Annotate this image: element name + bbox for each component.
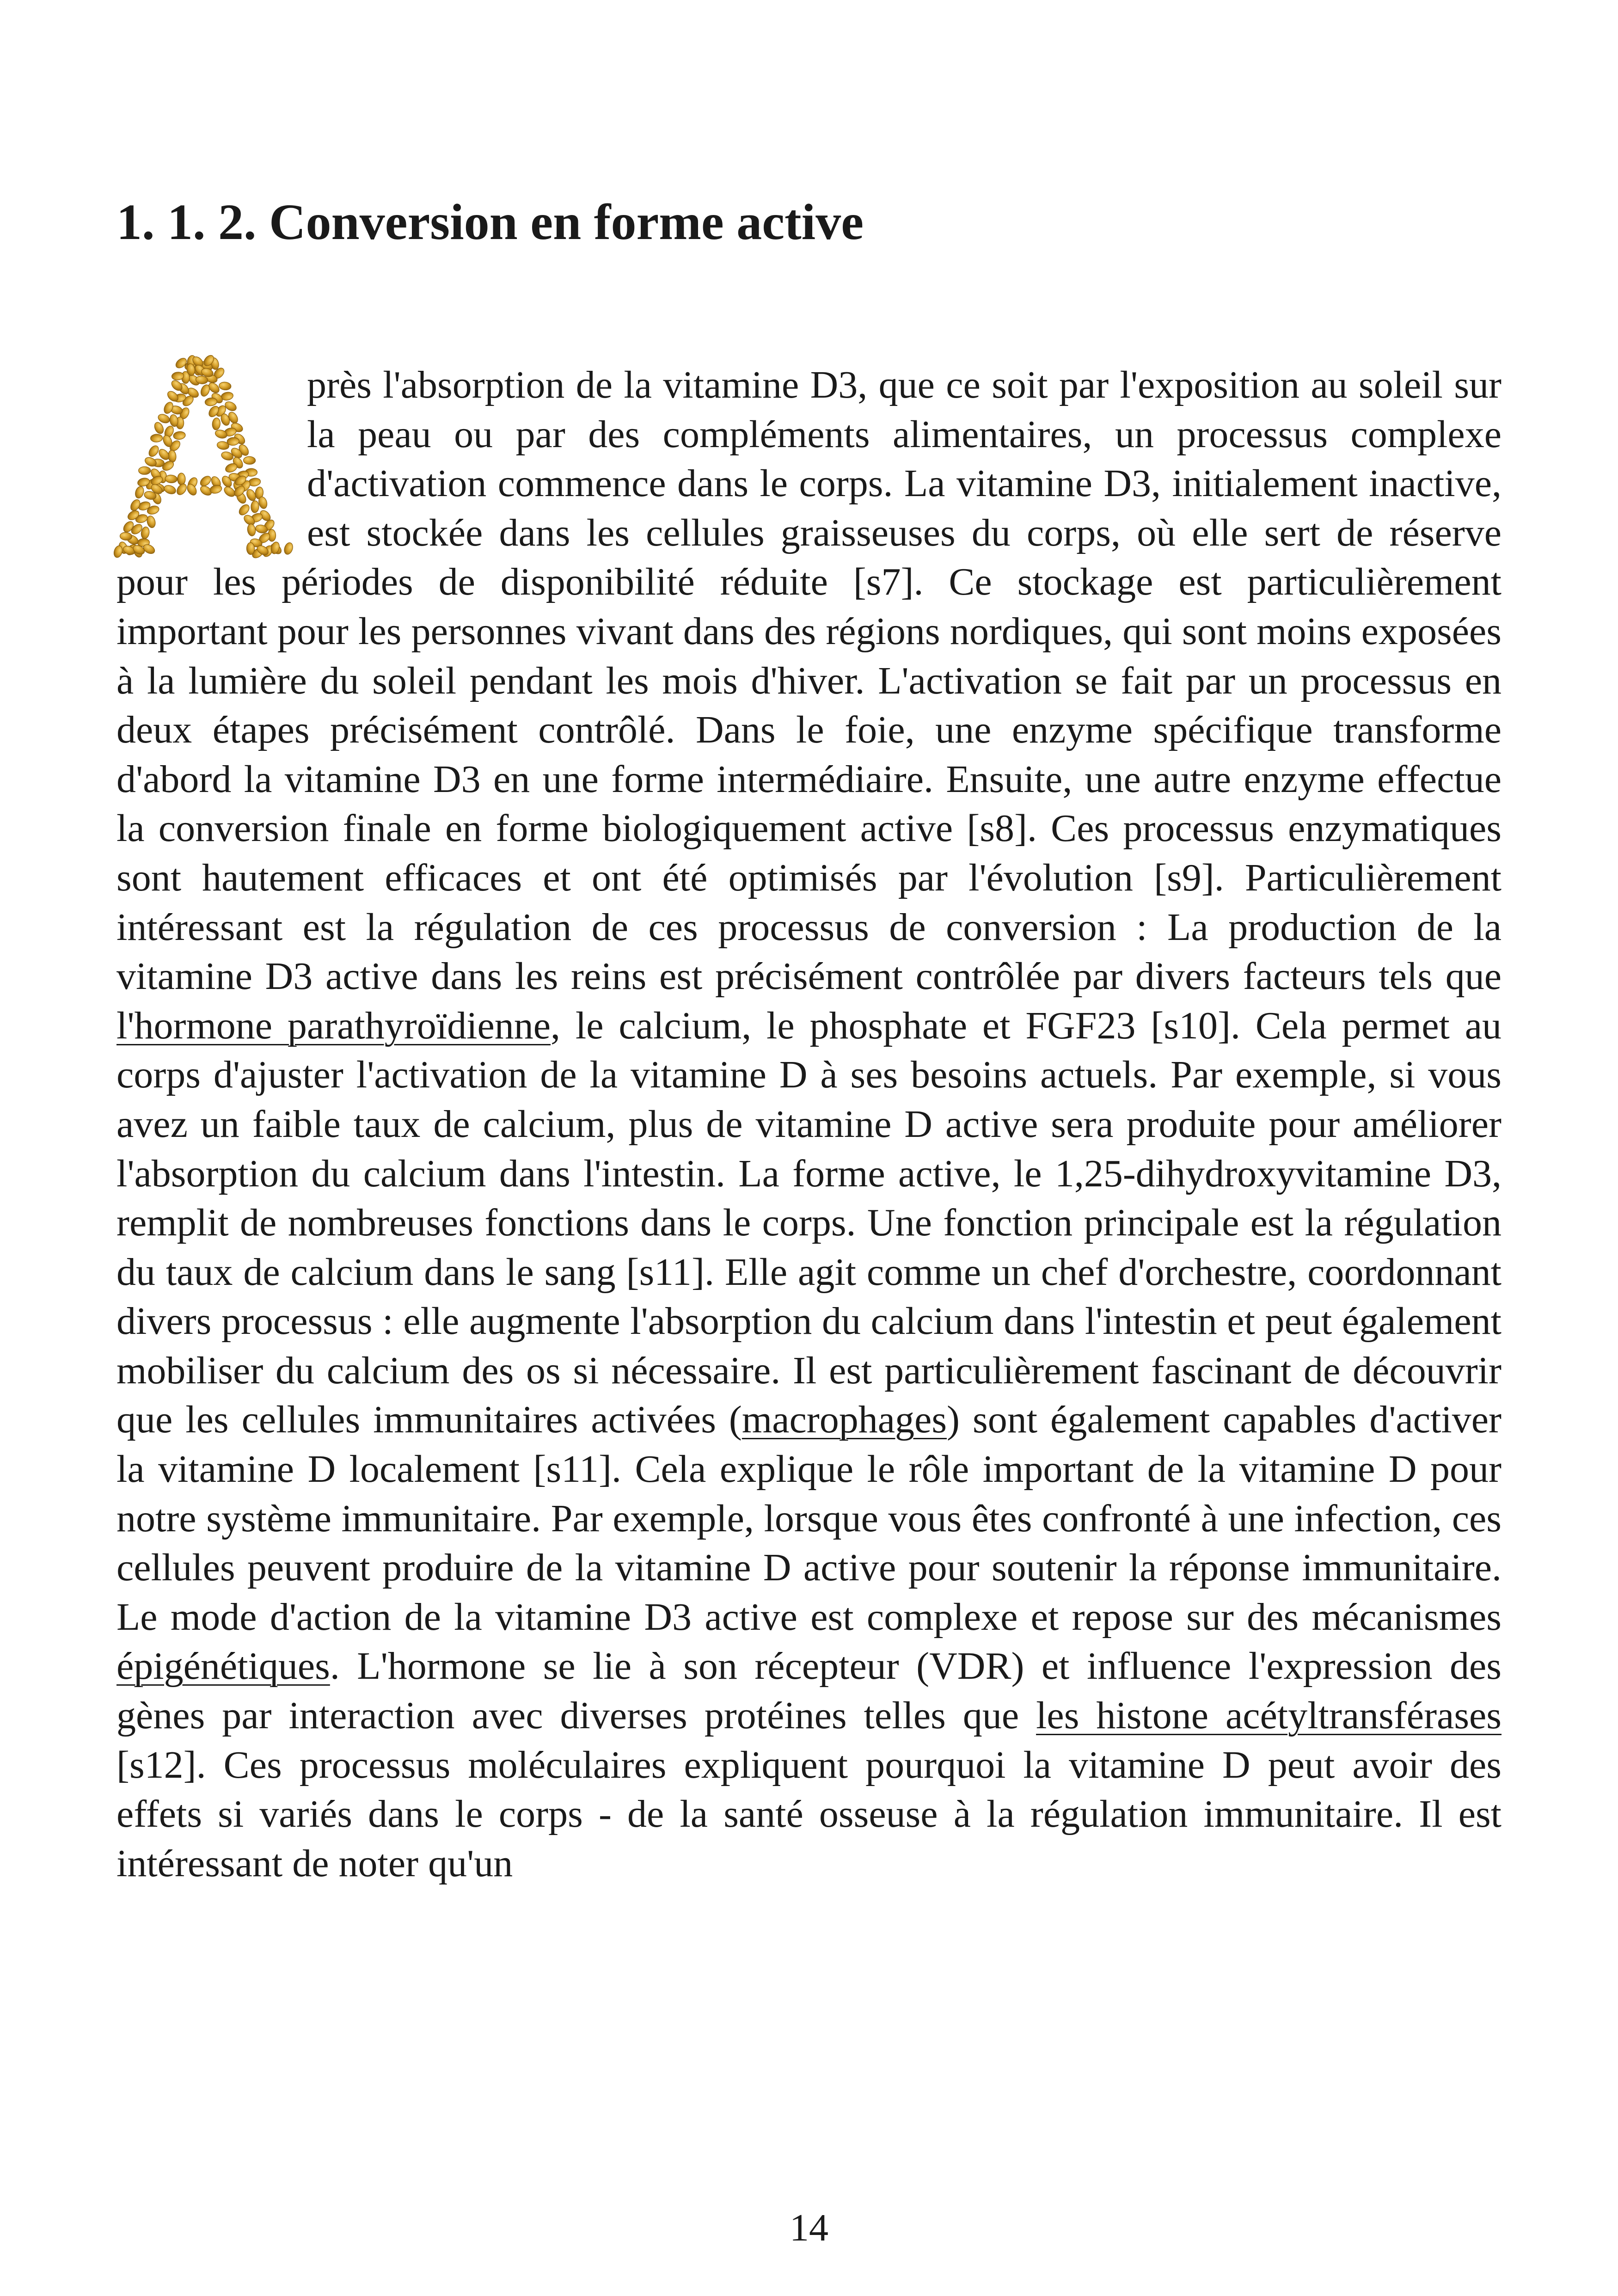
link-epigenetiques[interactable]: épigénétiques bbox=[116, 1645, 330, 1688]
link-macrophages[interactable]: macrophages bbox=[742, 1398, 947, 1442]
link-hormone-parathyroidienne[interactable]: l'hormone parathyroïdienne bbox=[116, 1004, 551, 1047]
body-text-part-2: , le calcium, le phosphate et FGF23 [s10]. Cela permet au corps d'ajuster l'activation de la vitamine D à ses besoins actuels. Par exemple, si vous avez un faible taux de calcium, plus de vitamine D active sera produite pour améliorer l'absorption du calcium dans l'intestin. La forme active, le 1,25-dihydroxyvitamine D3, remplit de nombreuses fonctions dans le corps. Une fonction principale est la régulation du taux de calcium dans le sang [s11]. Elle agit comme un chef d'orchestre, coordonnant divers processus : elle augmente l'absorption du calcium dans l'intestin et peut également mobiliser du calcium des os si nécessaire. Il est particulièrement fascinant de découvrir que les cellules immunitaires activées ( bbox=[116, 1004, 1502, 1442]
body-text-part-3: ) sont également capables d'activer la vitamine D localement [s11]. Cela explique le rôle important de la vitamine D pour notre système immunitaire. Par exemple, lorsque vous êtes confronté à une infection, ces cellules peuvent produire de la vitamine D active pour soutenir la réponse immunitaire. Le mode d'action de la vitamine D3 active est complexe et repose sur des mécanismes bbox=[116, 1398, 1502, 1639]
body-text-part-1: près l'absorption de la vitamine D3, que ce soit par l'exposition au soleil sur la peau ou par des compléments alimentaires, un processus complexe d'activation commence dans le corps. La vitamine D3, initialement inactive, est stockée dans les cellules graisseuses du corps, où elle sert de réserve pour les périodes de disponibilité réduite [s7]. Ce stockage est particulièrement important pour les personnes vivant dans des régions nordiques, qui sont moins exposées à la lumière du soleil pendant les mois d'hiver. L'activation se fait par un processus en deux étapes précisément contrôlé. Dans le foie, une enzyme spécifique transforme d'abord la vitamine D3 en une forme intermédiaire. Ensuite, une autre enzyme effectue la conversion finale en forme biologiquement active [s8]. Ces processus enzymatiques sont hautement efficaces et ont été optimisés par l'évolution [s9]. Particulièrement intéressant est la régulation de ces processus de conversion : La production de la vitamine D3 active dans les reins est précisément contrôlée par divers facteurs tels que bbox=[116, 363, 1502, 998]
link-histone-acetyltransferases[interactable]: les histone acétyltransférases bbox=[1036, 1694, 1502, 1737]
body-text-part-4: . L'hormone se lie à son récepteur (VDR) et influence l'expression des gènes par interaction avec diverses protéines telles que bbox=[116, 1645, 1502, 1737]
section-heading: 1. 1. 2. Conversion en forme active bbox=[116, 194, 864, 250]
body-text-part-5: [s12]. Ces processus moléculaires expliquent pourquoi la vitamine D peut avoir des effets si variés dans le corps - de la santé osseuse à la régulation immunitaire. Il est intéressant de noter qu'un bbox=[116, 1743, 1502, 1885]
page-number: 14 bbox=[790, 2206, 828, 2249]
body-paragraph bbox=[116, 361, 1502, 1888]
